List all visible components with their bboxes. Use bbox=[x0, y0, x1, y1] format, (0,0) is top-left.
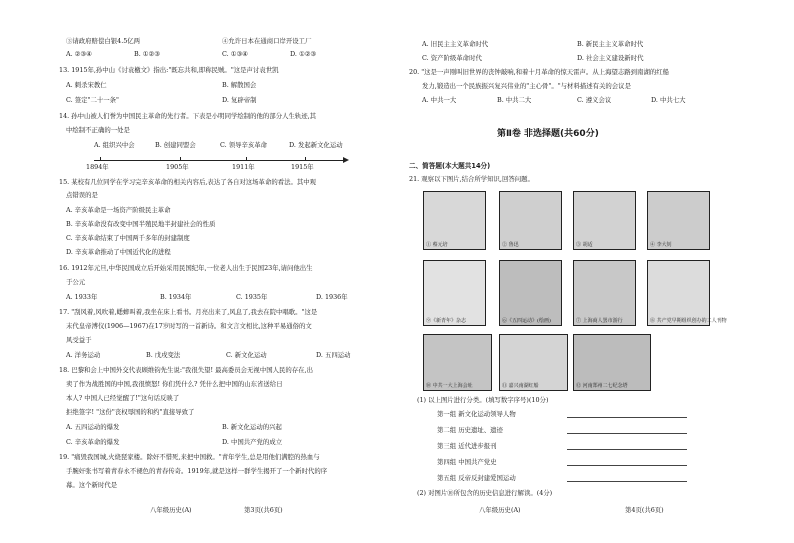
q20-choice-a: A. 中共一大 bbox=[422, 96, 457, 104]
q19-choice-d: D. 社会主义建设新时代 bbox=[577, 54, 644, 62]
timeline-year-4: 1915年 bbox=[291, 163, 314, 171]
q13-choice-c: C. 签定"二十一条" bbox=[66, 96, 119, 104]
footer-subject: 八年级历史(A) bbox=[479, 506, 521, 514]
q12-choice-a: A. ②③④ bbox=[66, 50, 92, 58]
timeline-axis bbox=[94, 160, 344, 161]
q13-choice-d: D. 复辟帝制 bbox=[222, 96, 257, 104]
group-3: 第三组 近代进步报刊 bbox=[437, 442, 497, 450]
caption: ⑩ 中共一大上海会址 bbox=[426, 383, 473, 389]
q18-stem-3: 本人? 中国人已经觉醒了!"这句话反映了 bbox=[66, 394, 180, 402]
q14-choice-a: A. 组织兴中会 bbox=[94, 141, 135, 149]
arrow-right-icon bbox=[343, 157, 349, 163]
q18-choice-a: A. 五四运动的爆发 bbox=[66, 423, 120, 431]
q13-stem: 13. 1915年,孙中山《讨袁檄文》指出:"既忘共和,即称民贼。"这是声讨袁世凯 bbox=[59, 66, 279, 74]
photo-new-youth bbox=[423, 260, 486, 326]
q20-choice-b: B. 中共二大 bbox=[497, 96, 532, 104]
timeline-year-1: 1894年 bbox=[86, 163, 109, 171]
q14-choice-d: D. 发起新文化运动 bbox=[289, 141, 343, 149]
q15-choice-a: A. 辛亥革命是一场资产阶级民主革命 bbox=[66, 206, 171, 214]
q12-choice-d: D. ①②③ bbox=[290, 50, 317, 58]
q16-stem-2: 于公元 bbox=[66, 278, 86, 286]
q18-choice-c: C. 辛亥革命的爆发 bbox=[66, 438, 120, 446]
q17-stem-3: 风受益于 bbox=[66, 336, 92, 344]
footer-page: 第3页(共6页) bbox=[244, 506, 283, 514]
q13-choice-a: A. 刺杀宋教仁 bbox=[66, 81, 107, 89]
q14-choice-c: C. 领导辛亥革命 bbox=[220, 141, 268, 149]
footer-page: 第4页(共6页) bbox=[625, 506, 664, 514]
timeline-tick bbox=[305, 157, 306, 161]
answer-line[interactable] bbox=[567, 417, 687, 418]
answer-line[interactable] bbox=[567, 449, 687, 450]
caption: ③ 胡适 bbox=[576, 242, 593, 248]
q16-choice-a: A. 1933年 bbox=[66, 293, 98, 301]
q19-choice-b: B. 新民主主义革命时代 bbox=[577, 40, 644, 48]
q16-stem-1: 16. 1912年元旦,中华民国成立后开始采用民国纪年,一位老人出生于民国23年,请问他出生 bbox=[59, 264, 313, 272]
q13-choice-b: B. 解散国会 bbox=[222, 81, 257, 89]
q14-choice-b: B. 创建同盟会 bbox=[155, 141, 196, 149]
q14-stem-1: 14. 孙中山被人们誉为中国民主革命的先行者。下表是小明同学绘制的他的部分人生轨迹,其 bbox=[59, 112, 317, 120]
q19-choice-a: A. 旧民主主义革命时代 bbox=[422, 40, 489, 48]
q21-stem: 21. 观察以下图片,结合所学知识,回答问题。 bbox=[409, 175, 534, 183]
caption: ⑧ 共产党早期组织创办的工人刊物 bbox=[650, 318, 727, 324]
photo-cai-yuanpei bbox=[423, 191, 486, 250]
q15-choice-c: C. 辛亥革命结束了中国两千多年的封建制度 bbox=[66, 234, 190, 242]
q17-choice-c: C. 新文化运动 bbox=[226, 351, 267, 359]
photo-red-boat bbox=[499, 334, 568, 391]
q17-choice-d: D. 五四运动 bbox=[316, 351, 351, 359]
photo-workers-journal bbox=[647, 260, 727, 326]
q12-choice-c: C. ①③④ bbox=[222, 50, 248, 58]
q15-stem-2: 点错误的是 bbox=[66, 191, 98, 199]
group-4: 第四组 中国共产党史 bbox=[437, 458, 497, 466]
q17-choice-a: A. 洋务运动 bbox=[66, 351, 101, 359]
q21-part-1: (1) 以上图片进行分类。(填写数字序号)(10分) bbox=[417, 396, 549, 404]
q12-option-3: ③请政府赔偿白银4.5亿两 bbox=[66, 37, 141, 45]
caption: ⑥《五四运动》(绘画) bbox=[502, 318, 551, 324]
q12-choice-b: B. ①②③ bbox=[134, 50, 160, 58]
q19-choice-c: C. 资产阶级革命时代 bbox=[422, 54, 482, 62]
answer-line[interactable] bbox=[567, 465, 687, 466]
q20-stem-2: 发力,锻造出一个民族振兴复兴伟业的"主心骨"。"与材料描述有关的会议是 bbox=[422, 82, 631, 90]
q12-option-4: ④允许日本在通商口岸开设工厂 bbox=[222, 37, 312, 45]
photo-hu-shi bbox=[573, 191, 636, 250]
q15-choice-d: D. 辛亥革命推动了中国近代化的进程 bbox=[66, 248, 171, 256]
q15-choice-b: B. 辛亥革命没有改变中国半殖民地半封建社会的性质 bbox=[66, 220, 216, 228]
section-subtitle: 二、简答题(本大题共14分) bbox=[409, 162, 491, 170]
section-title: 第Ⅱ卷 非选择题(共60分) bbox=[497, 129, 599, 139]
q18-stem-4: 拒绝签字! "这份"丧权辱国的和约"直接导致了 bbox=[66, 408, 195, 416]
photo-erqi-tower bbox=[573, 334, 651, 391]
photo-may-fourth-painting bbox=[499, 260, 562, 326]
q19-stem-1: 19. "痛毁我国城,火烧琵家楼。除奸不惜死,来把中国救。"青年学生,总是用他们满腔的热血与 bbox=[59, 453, 320, 461]
caption: ① 蔡元培 bbox=[426, 242, 448, 248]
answer-line[interactable] bbox=[567, 433, 687, 434]
q16-choice-d: D. 1936年 bbox=[316, 293, 348, 301]
q17-choice-b: B. 戊戌变法 bbox=[146, 351, 181, 359]
q15-stem-1: 15. 某校有几位同学在学习完辛亥革命的相关内容后,表达了各自对这场革命的看法。其中观 bbox=[59, 178, 317, 186]
caption: ⑪ 嘉兴南湖红船 bbox=[502, 383, 539, 389]
caption: ⑦ 上海商人罢市游行 bbox=[576, 318, 623, 324]
q17-stem-2: 末代皇帝溥仪(1906—1967)在17岁时写的一首新诗。和文言文相比,这种平易通俗的文 bbox=[66, 322, 312, 330]
photo-shanghai-strike bbox=[573, 260, 636, 326]
answer-line[interactable] bbox=[567, 481, 687, 482]
q18-choice-d: D. 中国共产党的成立 bbox=[222, 438, 283, 446]
q20-stem-1: 20. "这是一声刚叫旧世界的丧钟敲响,和着十月革命的惊天雷声。从上海望志路到南湖的红船 bbox=[409, 68, 670, 76]
photo-lu-xun bbox=[499, 191, 562, 250]
timeline-tick bbox=[246, 157, 247, 161]
q21-part-2: (2) 对图片⑩所包含的历史信息进行解读。(4分) bbox=[417, 489, 553, 497]
photo-first-congress-site bbox=[423, 334, 492, 391]
timeline-tick bbox=[100, 157, 101, 161]
q14-stem-2: 中绘制不正确的一处是 bbox=[66, 126, 130, 134]
q17-stem-1: 17. "刮风着,风吹着,蟋蟀叫着,我坐在床上看书。月亮出来了,风息了,我去在院中唱歌。"这是 bbox=[59, 308, 318, 316]
caption: ④ 李大钊 bbox=[650, 242, 672, 248]
q20-choice-c: C. 遵义会议 bbox=[577, 96, 612, 104]
q18-choice-b: B. 新文化运动的兴起 bbox=[222, 423, 282, 431]
timeline-year-3: 1911年 bbox=[232, 163, 255, 171]
photo-li-dazhao bbox=[647, 191, 710, 250]
timeline-tick bbox=[180, 157, 181, 161]
q18-stem-2: 卖了作为战胜国的中国,我很愤怒! 你们凭什么? 凭什么把中国的山东省送给日 bbox=[66, 380, 283, 388]
caption: ② 鲁迅 bbox=[502, 242, 519, 248]
caption: ⑫ 河南郑州二七纪念塔 bbox=[576, 383, 628, 389]
q19-stem-3: 幕。这个新时代是 bbox=[66, 481, 118, 489]
q19-stem-2: 手腕奸张书写着青春永不褪色的青春传奇。1919年,就是这样一群学生揭开了一个新时代的序 bbox=[66, 467, 328, 475]
footer-subject: 八年级历史(A) bbox=[150, 506, 192, 514]
q18-stem-1: 18. 巴黎和会上中国外交代表顾维钧先生说:"我很失望! 最高委员会无视中国人民的存在,出 bbox=[59, 366, 313, 374]
group-2: 第二组 历史遗址、遗迹 bbox=[437, 426, 503, 434]
q16-choice-c: C. 1935年 bbox=[236, 293, 268, 301]
group-5: 第五组 反帝反封建爱国运动 bbox=[437, 474, 516, 482]
q20-choice-d: D. 中共七大 bbox=[651, 96, 686, 104]
timeline-year-2: 1905年 bbox=[166, 163, 189, 171]
page-4 bbox=[397, 0, 794, 543]
caption: ⑨《新青年》杂志 bbox=[426, 318, 467, 324]
q16-choice-b: B. 1934年 bbox=[160, 293, 192, 301]
group-1: 第一组 新文化运动领导人物 bbox=[437, 410, 516, 418]
